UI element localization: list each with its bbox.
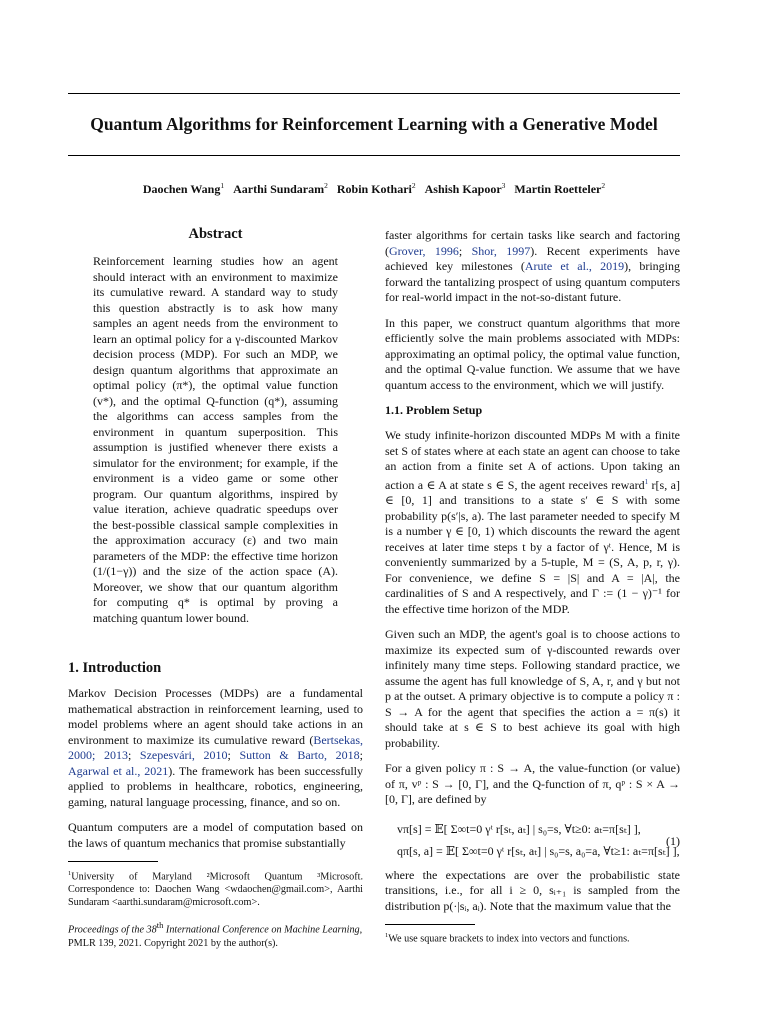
citation-link[interactable]: Arute et al., 2019 <box>524 259 625 273</box>
citation-link[interactable]: Agarwal et al., 2021 <box>68 763 169 778</box>
problem-setup-heading: 1.1. Problem Setup <box>385 403 483 417</box>
body-paragraph: Given such an MDP, the agent's goal is to choose actions to maximize its expected sum of γ-discounted rewards over infinitely many time steps. Following standard practice, we assume the agent has full knowledge of S, A, r, and γ but not p at the outset. A primary objective is to compute a policy π : S → A for the agent that specifies the action a = π(s) it should take at s ∈ S to best achieve its goal with high probability. <box>385 627 680 750</box>
footnote-rule <box>68 861 158 862</box>
citation-link[interactable]: Grover, 1996 <box>389 243 459 258</box>
affiliations-footnote: $^1$University of Maryland ²Microsoft Quantum ³Microsoft. Correspondence to: Daochen Wang <wdaochen@gmail.com>, Aarthi Sundaram <aarthi.sundaram@microsoft.com>. <box>68 870 363 909</box>
body-paragraph: We study infinite-horizon discounted MDPs M with a finite set S of states where at each state an agent can choose to take an action from a finite set A of actions. Upon taking an action a ∈ A at state s ∈ S, the agent receives reward$^1$ r[s, a] ∈ [0, 1] and transitions to a state s′ ∈ S with some probability p(s′|s, a). The last parameter needed to specify M is a number γ ∈ [0, 1) which discounts the reward the agent receives at later time steps t by a factor of γᵗ. Hence, M is conveniently summarized by a 5-tuple, M = (S, A, p, r, γ). For convenience, we define S = |S| and A = |A|, the cardinalities of S and A respectively, and Γ := (1 − γ)⁻¹ for the effective time horizon of the MDP. <box>385 428 681 616</box>
left-column <box>68 222 363 950</box>
abstract-text: Reinforcement learning studies how an agent should interact with an environment to maximize its cumulative reward. A standard way to study this question abstractly is to ask how many samples an agent needs from the environment to learn an optimal policy for a γ-discounted Markov decision process (MDP). For such an MDP, we design quantum algorithms that approximate an optimal policy (π*), the optimal value function (v*), and the optimal Q-function (q*), assuming the algorithms can access samples from the environment in quantum superposition. This assumption is justified whenever there exists a simulator for the environment; for example, if the environment is a video game or some other program. Our quantum algorithms, inspired by value iteration, achieve quadratic speedups over the best-possible classical sample complexities in the approximation accuracy (ε) and two main parameters of the MDP: the effective time horizon (1/(1−γ)) and the size of the action space (A). Moreover, we show that our quantum algorithm for computing q* is optimal by proving a matching quantum lower bound. <box>93 254 338 625</box>
equation-1 <box>385 818 680 862</box>
author: Ashish Kapoor$^3$ <box>424 181 506 196</box>
body-paragraph: faster algorithms for certain tasks like search and factoring (Grover, 1996; Shor, 1997). Recent experiments have achieved key milestones (Arute et al., 2019), bringing forward the tantalizing prospect of using quantum computers for real-world impact in the not-so-distant future. <box>385 228 680 304</box>
paper-title: Quantum Algorithms for Reinforcement Learning with a Generative Model <box>90 114 658 134</box>
equation-line-q: qπ[s, a] = 𝔼[ Σ∞t=0 γᵗ r[sₜ, aₜ] | s₀=s, a₀=a, ∀t≥1: aₜ=π[sₜ] ], <box>397 843 680 858</box>
footnote-marker[interactable]: 1 <box>644 477 649 486</box>
abstract-heading: Abstract <box>188 226 243 242</box>
title-bottom-rule <box>68 155 680 156</box>
citation-link[interactable]: Shor, 1997 <box>471 243 531 258</box>
body-paragraph: In this paper, we construct quantum algorithms that more efficiently solve the main problems associated with MDPs: approximating an optimal policy, the optimal value function, and the optimal Q-value function. We assume that we have quantum access to the environment, which we will justify. <box>385 315 680 392</box>
title-top-rule <box>68 93 680 94</box>
author: Daochen Wang$^1$ <box>142 181 225 196</box>
body-paragraph: For a given policy π : S → A, the value-function (or value) of π, vᵖ : S → [0, Γ], and the Q-function of π, qᵖ : S × A → [0, Γ], are defined by <box>385 761 680 806</box>
author: Martin Roetteler$^2$ <box>514 181 606 196</box>
intro-paragraph-2: Quantum computers are a model of computation based on the laws of quantum mechanics that promise substantially <box>68 820 363 850</box>
right-column <box>385 228 680 955</box>
citation-link[interactable]: Bertsekas, 2000; 2013 <box>68 732 363 762</box>
author: Robin Kothari$^2$ <box>336 181 416 196</box>
footnote-rule <box>385 924 475 925</box>
introduction-heading: 1. Introduction <box>68 660 162 676</box>
proceedings-note: Proceedings of the 38th International Conference on Machine Learning, PMLR 139, 2021. Copyright 2021 by the author(s). <box>68 920 363 949</box>
body-paragraph: where the expectations are over the probabilistic state transitions, i.e., for all i ≥ 0, sᵢ₊₁ is sampled from the distribution p(·|sᵢ, aᵢ). Note that the maximum value that the <box>385 867 680 913</box>
equation-line-value: vπ[s] = 𝔼[ Σ∞t=0 γᵗ r[sₜ, aₜ] | s₀=s, ∀t≥0: aₜ=π[sₜ] ], <box>397 821 641 836</box>
equation-number: (1) <box>666 833 680 848</box>
intro-paragraph-1: Markov Decision Processes (MDPs) are a fundamental mathematical abstraction in reinforcement learning, used to model problems where an agent should take actions in an environment to maximize its cumulative reward (Bertsekas, 2000; 2013; Szepesvári, 2010; Sutton & Barto, 2018; Agarwal et al., 2021). The framework has been successfully applied to problems in healthcare, robotics, engineering, gaming, natural language processing, finance, and so on. <box>68 686 363 809</box>
author: Aarthi Sundaram$^2$ <box>233 181 328 196</box>
abstract-section <box>68 226 338 626</box>
citation-link[interactable]: Szepesvári, 2010 <box>139 748 228 762</box>
footnote-1: $^1$We use square brackets to index into vectors and functions. <box>385 932 630 945</box>
author-list <box>68 181 680 197</box>
citation-link[interactable]: Sutton & Barto, 2018 <box>239 748 360 762</box>
